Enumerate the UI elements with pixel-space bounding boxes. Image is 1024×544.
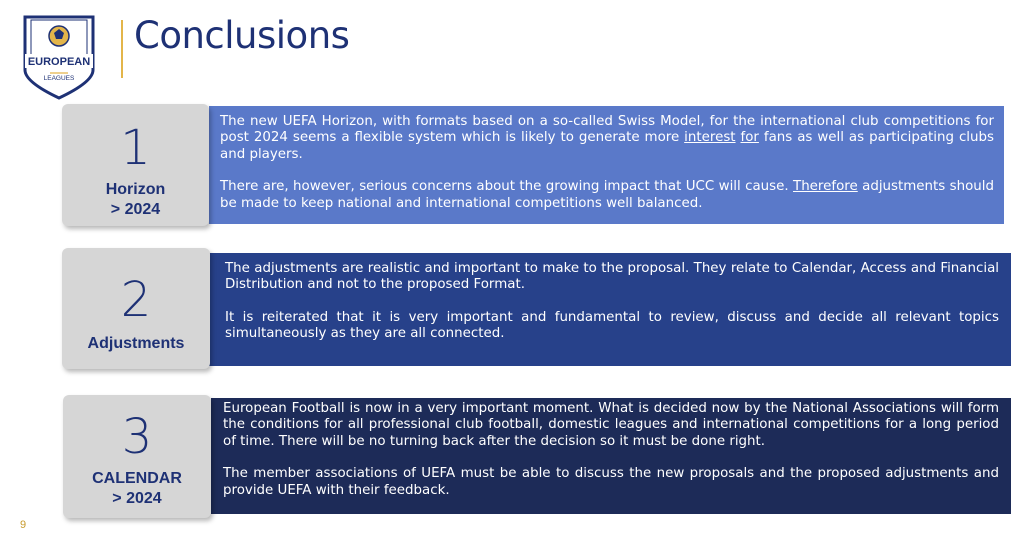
european-leagues-logo <box>22 14 96 100</box>
section-2-paragraph-1: The adjustments are realistic and important to make to the proposal. They relate to Calendar, Access and Financial Distribution and not to the proposed Format. <box>225 261 999 293</box>
section-3-paragraph-1: European Football is now in a very important moment. What is decided now by the National Associations will form the conditions for all professional club football, domestic leagues and international competitions for a long period of time. There will be no turning back after the decision so it must be done right. <box>223 401 999 449</box>
logo-text-european: EUROPEAN <box>27 56 91 68</box>
section-2-text <box>209 253 1011 366</box>
section-1-paragraph-2: There are, however, serious concerns about the growing impact that UCC will cause. Therefore adjustments should be made to keep national and international competitions well balanced. <box>220 179 994 211</box>
section-2-paragraph-2: It is reiterated that it is very important and fundamental to review, discuss and decide all relevant topics simultaneously as they are all connected. <box>225 309 999 342</box>
section-3-paragraph-2: The member associations of UEFA must be able to discuss the new proposals and the proposed adjustments and provide UEFA with their feedback. <box>223 466 999 498</box>
section-3-number: 3 <box>121 409 153 465</box>
section-2-label: Adjustments <box>87 335 185 352</box>
section-2-number: 2 <box>120 272 152 328</box>
section-1-number: 1 <box>120 120 151 176</box>
section-3-text <box>211 398 1011 514</box>
section-1-paragraph-1: The new UEFA Horizon, with formats based on a so-called Swiss Model, for the international club competitions for post 2024 seems a flexible system which is likely to generate more interest for fans as well as participating clubs and players. <box>220 114 994 162</box>
section-3-label: CALENDAR > 2024 <box>92 470 182 507</box>
page-title: Conclusions <box>134 14 350 57</box>
section-1-label: Horizon > 2024 <box>105 181 166 218</box>
section-2-card <box>62 248 210 369</box>
title-divider <box>121 20 123 78</box>
section-3-card <box>63 395 211 518</box>
page-number: 9 <box>20 519 27 531</box>
section-1-text <box>209 106 1004 224</box>
logo-text-leagues: LEAGUES <box>43 75 75 82</box>
section-1-card <box>62 104 209 226</box>
